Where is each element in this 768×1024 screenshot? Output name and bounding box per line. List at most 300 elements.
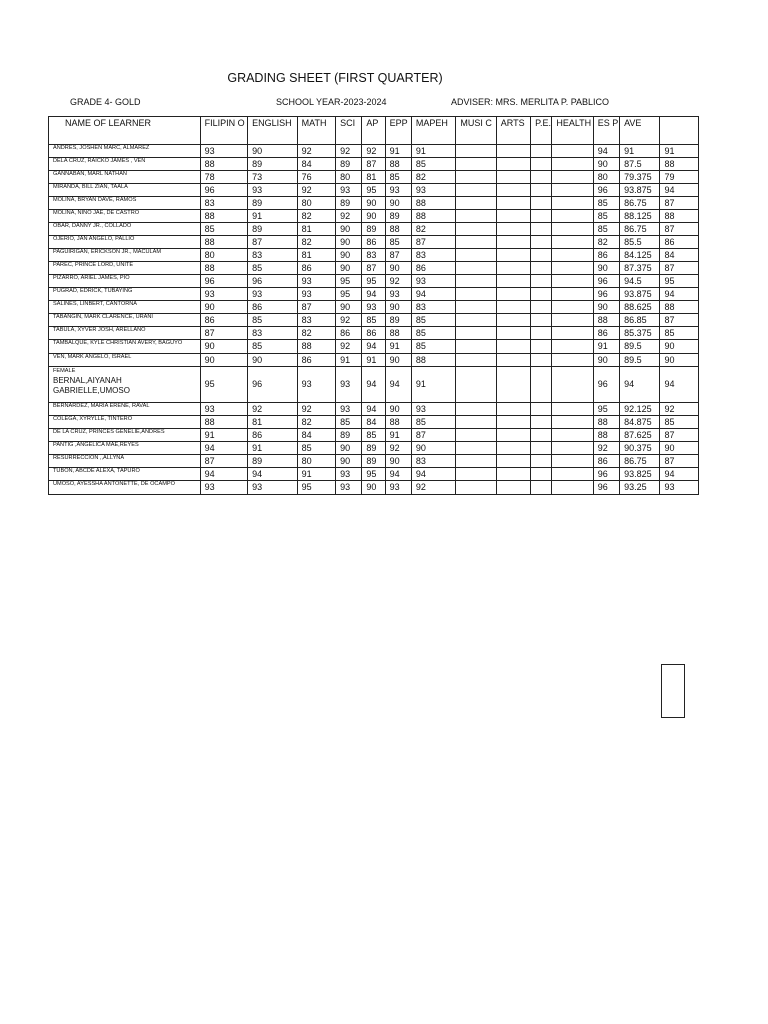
grade-cell: 90 [248,354,298,367]
learner-row [49,158,699,171]
grade-cell: 79 [660,171,699,184]
grade-cell [531,403,552,416]
learner-row [49,442,699,455]
grade-cell: 90 [336,249,362,262]
grade-cell [496,367,530,403]
grade-cell: 83 [411,455,455,468]
grade-cell [531,145,552,158]
grade-cell: 89 [362,455,385,468]
grade-cell: 83 [248,327,298,340]
grade-cell: 91 [200,429,248,442]
grade-cell [496,301,530,314]
learner-name: RESURRECCION ,,ALLYNA [49,455,201,468]
grade-cell [552,340,593,354]
grade-cell: 91 [620,145,660,158]
grade-cell: 90 [200,301,248,314]
grade-cell: 93 [200,403,248,416]
grade-cell [531,249,552,262]
learner-name: TABANGIN, MARK CLARENCE, URANI [49,314,201,327]
header-row [49,117,699,145]
grade-cell: 87 [362,158,385,171]
learner-name: MOLINA, BRYAN DAVE, RAMOS [49,197,201,210]
grade-cell: 94.5 [620,275,660,288]
grade-cell: 87 [660,429,699,442]
grade-cell: 92 [248,403,298,416]
grade-cell [531,367,552,403]
learner-row [49,403,699,416]
grade-cell: 82 [593,236,619,249]
grade-cell: 92 [297,145,335,158]
grade-cell: 86 [200,314,248,327]
learner-row [49,184,699,197]
grade-cell: 89.5 [620,340,660,354]
grade-cell [456,416,496,429]
grade-cell [496,184,530,197]
grade-cell: 85 [336,416,362,429]
grade-cell: 94 [411,468,455,481]
grade-cell: 84.875 [620,416,660,429]
grade-cell [531,223,552,236]
grade-cell [531,340,552,354]
learner-name: DE LA CRUZ, PRINCES GENELIE,ANDRES [49,429,201,442]
grade-cell: 73 [248,171,298,184]
grade-cell [456,327,496,340]
grade-cell: 90 [593,301,619,314]
adviser: ADVISER: MRS. MERLITA P. PABLICO [451,97,610,107]
grade-cell: 95 [336,288,362,301]
grade-cell [456,429,496,442]
grade-cell [552,442,593,455]
grade-cell: 87 [297,301,335,314]
grade-cell: 91 [385,340,411,354]
grade-cell [496,249,530,262]
grade-cell [456,314,496,327]
learner-row [49,236,699,249]
grade-cell: 93 [297,275,335,288]
grade-cell: 85 [411,340,455,354]
grade-cell: 86.75 [620,455,660,468]
grade-cell: 85 [385,171,411,184]
grade-cell: 80 [297,455,335,468]
grade-cell: 90 [593,158,619,171]
grade-cell: 89 [248,158,298,171]
grade-cell [496,468,530,481]
grade-cell: 90 [411,442,455,455]
grade-cell [552,416,593,429]
grade-cell [496,288,530,301]
grade-cell: 92 [336,314,362,327]
grade-cell [496,314,530,327]
grade-cell: 83 [200,197,248,210]
col-sci: SCI [336,117,362,145]
grade-cell: 90 [362,481,385,495]
learner-row [49,416,699,429]
grade-cell [496,171,530,184]
grade-cell: 85 [411,158,455,171]
learner-row [49,145,699,158]
grade-cell: 90 [200,354,248,367]
grade-cell: 91 [385,145,411,158]
col-name-of-learner: NAME OF LEARNER [49,117,201,145]
grade-cell [456,210,496,223]
grade-cell: 87 [411,236,455,249]
grade-cell: 90 [385,403,411,416]
grade-cell: 87.375 [620,262,660,275]
grade-cell [552,288,593,301]
grade-cell: 92 [411,481,455,495]
grade-cell: 85 [248,314,298,327]
grade-cell: 85 [248,262,298,275]
grade-cell: 94 [248,468,298,481]
grade-cell: 85 [593,210,619,223]
grade-cell: 87 [200,327,248,340]
grade-cell: 85 [362,314,385,327]
grade-cell [456,223,496,236]
grade-cell: 87 [362,262,385,275]
grade-cell [456,468,496,481]
grade-cell [531,275,552,288]
grade-cell: 94 [660,367,699,403]
grade-cell: 91 [248,210,298,223]
grade-cell: 88 [385,158,411,171]
grade-cell: 93 [411,275,455,288]
grade-cell [552,236,593,249]
grade-cell [456,481,496,495]
grade-cell: 95 [593,403,619,416]
grading-table [48,116,699,495]
grade-cell: 90.375 [620,442,660,455]
grade-cell: 93 [200,145,248,158]
learner-name: ANDRES, JOSHEN MARC, ALMAREZ [49,145,201,158]
grade-cell: 85 [660,416,699,429]
learner-name: PUGRAD, EDRICK, TUBAYING [49,288,201,301]
learner-row [49,223,699,236]
grade-cell: 90 [385,262,411,275]
grade-cell [496,223,530,236]
grade-cell: 90 [336,262,362,275]
grade-cell: 91 [660,145,699,158]
grade-cell: 94 [200,468,248,481]
grade-cell [552,262,593,275]
grade-cell [531,327,552,340]
grade-cell: 85.375 [620,327,660,340]
grade-cell: 94 [385,468,411,481]
grade-cell: 96 [248,367,298,403]
grade-cell: 95 [362,275,385,288]
grade-cell: 85 [411,327,455,340]
corner-box [661,664,685,718]
grade-cell: 81 [362,171,385,184]
grade-cell: 83 [411,301,455,314]
grade-cell: 96 [593,275,619,288]
grade-cell: 87.625 [620,429,660,442]
grade-cell [496,429,530,442]
grade-cell [456,442,496,455]
grade-cell: 87 [200,455,248,468]
col-health: HEALTH [552,117,593,145]
grade-cell: 86 [362,236,385,249]
grade-cell: 88 [200,236,248,249]
learner-name: UMOSO, AYESSHA ANTONETTE, DE OCAMPO [49,481,201,495]
grade-cell: 86 [336,327,362,340]
grade-cell [552,184,593,197]
grade-cell [531,301,552,314]
grade-cell: 86 [660,236,699,249]
col-english: ENGLISH [248,117,298,145]
grade-cell: 91 [362,354,385,367]
grade-cell [552,210,593,223]
grade-cell: 94 [362,403,385,416]
female-label: FEMALE [53,368,76,374]
learner-row [49,197,699,210]
learner-name: OJERIO, JAN ANGELO, PALLIO [49,236,201,249]
grade-cell: 82 [297,210,335,223]
grade-cell: 90 [660,442,699,455]
grade-cell: 90 [336,301,362,314]
grade-cell [496,275,530,288]
grade-cell [496,327,530,340]
grade-cell: 89 [248,223,298,236]
grade-cell: 82 [297,236,335,249]
grade-cell: 96 [200,275,248,288]
col-pe: P.E. [531,117,552,145]
grade-cell [456,145,496,158]
learner-row [49,354,699,367]
grade-cell: 93 [336,468,362,481]
grade-cell: 96 [248,275,298,288]
grade-cell: 87 [660,314,699,327]
grade-cell: 91 [593,340,619,354]
grade-cell [531,236,552,249]
grade-cell: 81 [297,249,335,262]
grade-cell [496,158,530,171]
grade-cell: 96 [593,184,619,197]
learner-name: DELA CRUZ, RAICKO JAMES , VEN [49,158,201,171]
grade-cell [496,340,530,354]
grade-cell: 92 [336,145,362,158]
grade-cell: 93 [248,288,298,301]
grade-cell [531,314,552,327]
grade-cell: 89 [362,442,385,455]
grade-cell: 92 [385,275,411,288]
col-music: MUSI C [456,117,496,145]
grade-cell: 83 [411,249,455,262]
grade-cell: 81 [248,416,298,429]
grade-cell [531,288,552,301]
grade-cell: 87.5 [620,158,660,171]
learner-name: TABULA, XYVER JOSH, ARELLANO [49,327,201,340]
grade-cell: 94 [593,145,619,158]
grade-cell [456,354,496,367]
grade-cell [531,171,552,184]
grade-cell: 90 [385,197,411,210]
grade-cell: 90 [362,210,385,223]
grade-cell [496,442,530,455]
grade-cell: 92 [362,145,385,158]
grade-cell: 96 [200,184,248,197]
grade-cell: 88 [660,301,699,314]
grade-cell: 92 [336,210,362,223]
learner-name: MIRANDA, BILL ZIAN, TAALA [49,184,201,197]
grade-cell: 80 [200,249,248,262]
grade-cell: 93 [336,367,362,403]
grade-cell: 86 [593,327,619,340]
grade-cell [552,455,593,468]
grade-cell: 91 [411,367,455,403]
grade-cell [496,416,530,429]
grade-cell [552,223,593,236]
grade-cell [552,145,593,158]
grade-cell: 76 [297,171,335,184]
grade-cell: 84 [362,416,385,429]
grade-cell [552,314,593,327]
learner-row [49,288,699,301]
grade-cell: 95 [336,275,362,288]
grade-cell: 86 [248,429,298,442]
grade-cell: 91 [248,442,298,455]
grade-cell: 90 [660,354,699,367]
grade-cell: 83 [248,249,298,262]
grade-cell [456,288,496,301]
grade-cell [456,249,496,262]
grade-cell [456,236,496,249]
grade-cell: 93 [336,184,362,197]
grade-cell: 86.75 [620,197,660,210]
grade-cell: 93 [200,288,248,301]
grade-cell [456,301,496,314]
grade-cell [531,468,552,481]
grade-cell [496,210,530,223]
grade-cell: 90 [362,197,385,210]
grade-cell: 86 [411,262,455,275]
col-arts: ARTS [496,117,530,145]
grade-cell: 80 [297,197,335,210]
grade-cell: 88 [593,314,619,327]
grade-cell: 87 [660,262,699,275]
grade-cell: 94 [362,367,385,403]
learner-name: PAGUIRIGAN, ERICKSON JR., MACULAM [49,249,201,262]
grade-cell [531,455,552,468]
grade-cell: 94 [385,367,411,403]
grade-cell: 89 [248,197,298,210]
grade-cell: 88.625 [620,301,660,314]
grade-cell: 90 [385,301,411,314]
grade-cell: 85 [248,340,298,354]
grade-cell: 94 [620,367,660,403]
grade-cell: 93.875 [620,184,660,197]
col-ave: AVE [620,117,660,145]
grade-cell: 91 [385,429,411,442]
grade-cell: 93 [248,481,298,495]
grade-cell: 85 [297,442,335,455]
grade-cell: 85.5 [620,236,660,249]
learner-row [49,262,699,275]
grade-cell [531,442,552,455]
grade-cell [552,354,593,367]
grade-cell: 93 [660,481,699,495]
grade-cell: 86.75 [620,223,660,236]
grade-cell: 82 [297,327,335,340]
grade-cell [531,210,552,223]
grade-cell: 87 [660,455,699,468]
learner-row [49,481,699,495]
learner-row [49,249,699,262]
col-epp: EPP [385,117,411,145]
grade-cell [531,429,552,442]
grade-cell: 87 [248,236,298,249]
learner-row [49,455,699,468]
grade-cell [496,145,530,158]
grade-cell [552,275,593,288]
grade-cell: 94 [660,468,699,481]
grade-cell: 79.375 [620,171,660,184]
grade-cell: 93 [411,184,455,197]
grade-cell: 92 [336,340,362,354]
grade-cell [456,275,496,288]
grade-cell [552,481,593,495]
grade-cell: 88 [385,416,411,429]
learner-name [49,367,201,403]
grade-cell [496,262,530,275]
learner-name-text: BERNAL,AIYANAH GABRIELLE,UMOSO [53,376,130,395]
grade-cell: 90 [336,442,362,455]
grade-cell: 94 [362,340,385,354]
school-year: SCHOOL YEAR-2023-2024 [276,97,387,107]
grade-cell: 82 [411,223,455,236]
grade-cell: 93 [297,288,335,301]
grade-cell: 88 [385,223,411,236]
grade-cell: 83 [297,314,335,327]
grade-cell: 89 [336,429,362,442]
learner-row [49,171,699,184]
grade-cell: 78 [200,171,248,184]
grade-cell: 88 [200,262,248,275]
grade-cell: 93 [411,403,455,416]
grade-cell: 94 [660,288,699,301]
grade-cell: 90 [336,455,362,468]
grade-cell: 86 [362,327,385,340]
sheet-title: GRADING SHEET (FIRST QUARTER) [227,71,443,85]
grade-cell: 86 [593,455,619,468]
grade-cell: 93 [362,301,385,314]
grade-cell [496,354,530,367]
grade-cell [531,481,552,495]
grade-cell: 88 [660,210,699,223]
learner-row [49,210,699,223]
grade-cell: 93 [336,403,362,416]
grade-cell [552,197,593,210]
grade-cell: 93 [336,481,362,495]
grade-cell: 89 [336,197,362,210]
grade-cell [531,197,552,210]
grade-cell [552,468,593,481]
grade-cell: 95 [362,468,385,481]
grade-cell: 87 [385,249,411,262]
grade-cell: 85 [385,236,411,249]
grade-cell: 92 [297,403,335,416]
grade-section: GRADE 4- GOLD [70,97,141,107]
grade-cell: 80 [593,171,619,184]
learner-row [49,301,699,314]
learner-row [49,429,699,442]
grade-cell: 92 [297,184,335,197]
grade-cell: 90 [248,145,298,158]
grade-cell: 88 [593,416,619,429]
grade-cell: 89 [385,210,411,223]
grade-cell [531,262,552,275]
grade-cell: 88 [297,340,335,354]
learner-row [49,468,699,481]
